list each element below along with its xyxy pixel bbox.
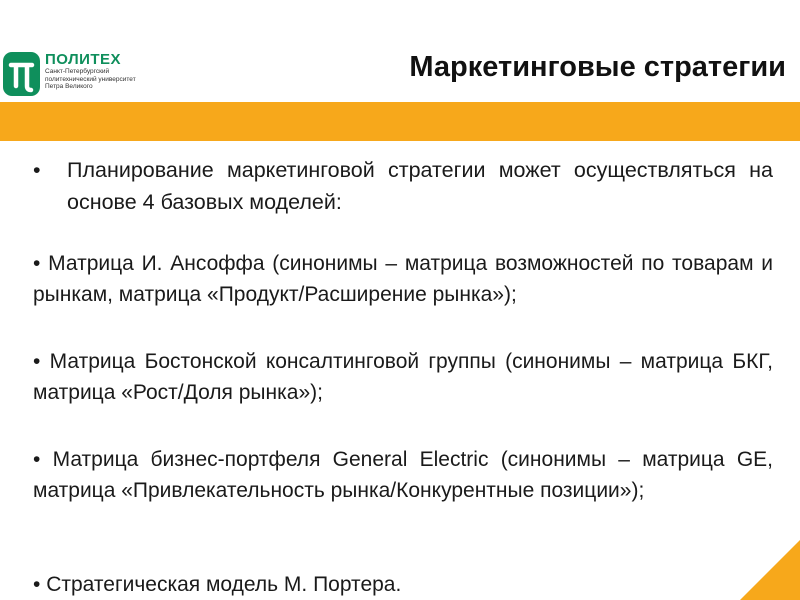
list-item bbox=[33, 248, 773, 310]
polytech-logo bbox=[3, 52, 183, 96]
list-item-text: Матрица Бостонской консалтинговой группы (синонимы – матрица БКГ, матрица «Рост/Доля рынка»); bbox=[33, 350, 773, 404]
slide-content bbox=[0, 141, 800, 600]
list-item-text: Матрица И. Ансоффа (синонимы – матрица возможностей по товарам и рынкам, матрица «Продукт/Расширение рынка»); bbox=[33, 252, 773, 306]
bullet-icon: • bbox=[33, 158, 41, 182]
intro-paragraph bbox=[33, 154, 773, 218]
list-item-text: Стратегическая модель М. Портера. bbox=[46, 573, 402, 596]
bullet-icon: • bbox=[33, 448, 41, 471]
slide-header bbox=[0, 0, 800, 100]
bullet-icon: • bbox=[33, 252, 41, 275]
logo-name: ПОЛИТЕХ bbox=[45, 51, 122, 68]
slide-title: Маркетинговые стратегии bbox=[409, 51, 786, 83]
list-item bbox=[33, 346, 773, 408]
bullet-icon: • bbox=[33, 350, 41, 373]
accent-band bbox=[0, 102, 800, 141]
list-item bbox=[33, 569, 773, 600]
list-item-text: Матрица бизнес-портфеля General Electric (синонимы – матрица GE, матрица «Привлекательность рынка/Конкурентные позиции»); bbox=[33, 448, 773, 502]
intro-text: Планирование маркетинговой стратегии может осуществляться на основе 4 базовых моделей: bbox=[67, 158, 773, 214]
polytech-logo-icon bbox=[3, 52, 40, 96]
logo-subtitle: Санкт-Петербургский политехнический университет Петра Великого bbox=[45, 68, 136, 91]
corner-decoration bbox=[740, 540, 800, 600]
bullet-icon: • bbox=[33, 573, 41, 596]
list-item bbox=[33, 444, 773, 506]
